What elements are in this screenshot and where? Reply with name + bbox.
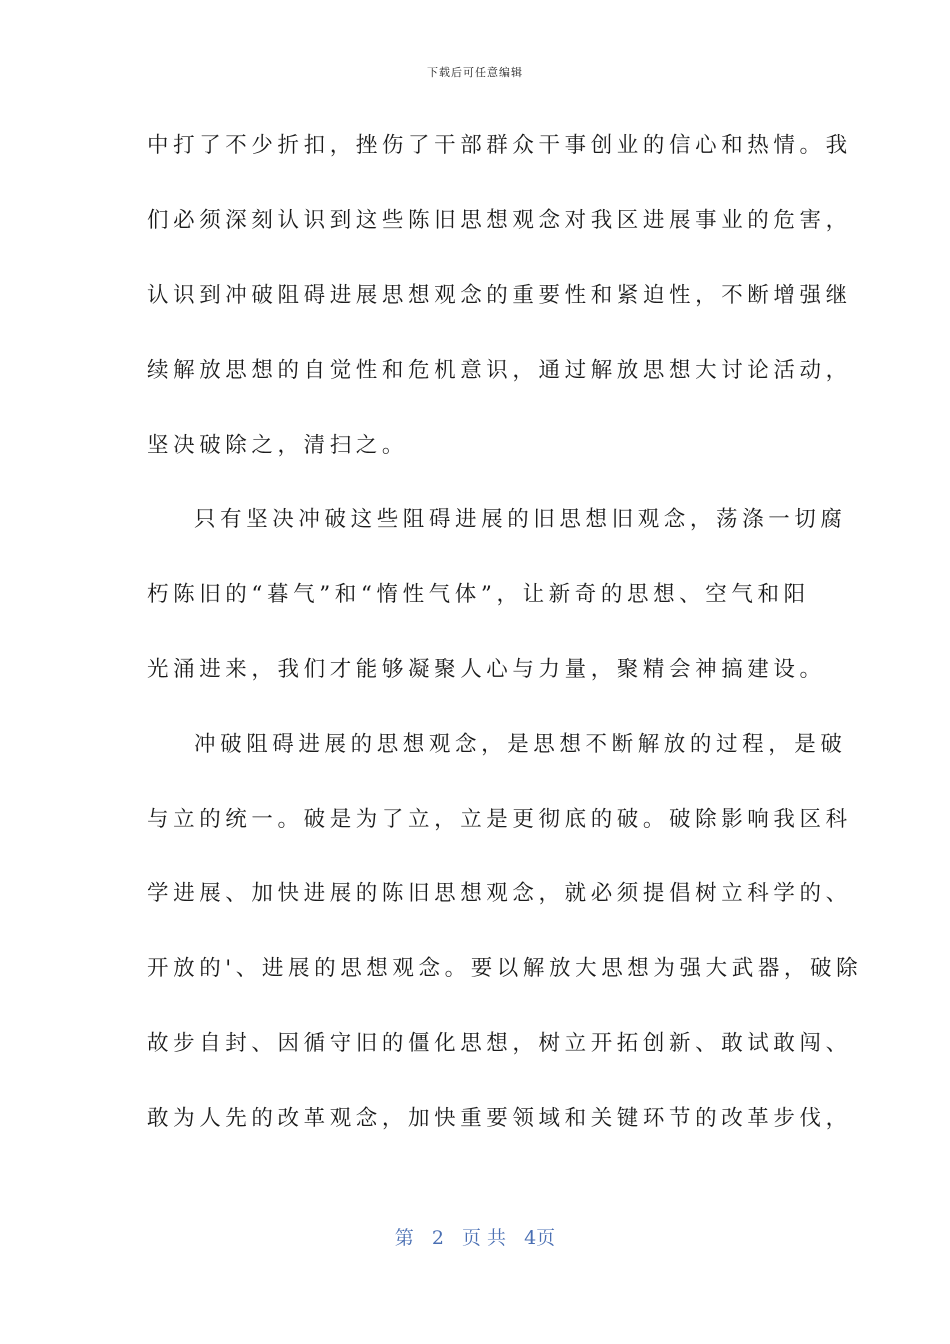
text-line: 朽陈旧的“暮气”和“惰性气体”，让新奇的思想、空气和阳 bbox=[147, 582, 810, 607]
page-label-middle: 页 共 bbox=[462, 1227, 507, 1249]
text-line: 开放的'、进展的思想观念。要以解放大思想为强大武器，破除 bbox=[147, 956, 863, 981]
text-line: 故步自封、因循守旧的僵化思想，树立开拓创新、敢试敢闯、 bbox=[147, 1031, 852, 1056]
text-line: 与立的统一。破是为了立，立是更彻底的破。破除影响我区科 bbox=[147, 807, 852, 832]
text-line: 续解放思想的自觉性和危机意识，通过解放思想大讨论活动， bbox=[147, 358, 852, 383]
page-label-prefix: 第 bbox=[394, 1227, 414, 1249]
text-line: 中打了不少折扣，挫伤了干部群众干事创业的信心和热情。我 bbox=[147, 133, 852, 158]
current-page-number: 2 bbox=[431, 1227, 444, 1249]
page-header: 下载后可任意编辑 bbox=[427, 66, 523, 79]
text-line: 敢为人先的改革观念，加快重要领域和关键环节的改革步伐， bbox=[147, 1106, 852, 1131]
text-line: 们必须深刻认识到这些陈旧思想观念对我区进展事业的危害， bbox=[147, 208, 852, 233]
text-line: 光涌进来，我们才能够凝聚人心与力量，聚精会神搞建设。 bbox=[147, 657, 826, 682]
text-line: 坚决破除之，清扫之。 bbox=[147, 433, 409, 458]
paragraph-first-line: 只有坚决冲破这些阻碍进展的旧思想旧观念，荡涤一切腐 bbox=[194, 507, 847, 532]
text-line: 学进展、加快进展的陈旧思想观念，就必须提倡树立科学的、 bbox=[147, 881, 852, 906]
page-footer bbox=[0, 1226, 950, 1250]
paragraph-first-line: 冲破阻碍进展的思想观念，是思想不断解放的过程，是破 bbox=[194, 732, 847, 757]
text-line: 认识到冲破阻碍进展思想观念的重要性和紧迫性，不断增强继 bbox=[147, 283, 852, 308]
total-pages: 4页 bbox=[524, 1227, 556, 1249]
